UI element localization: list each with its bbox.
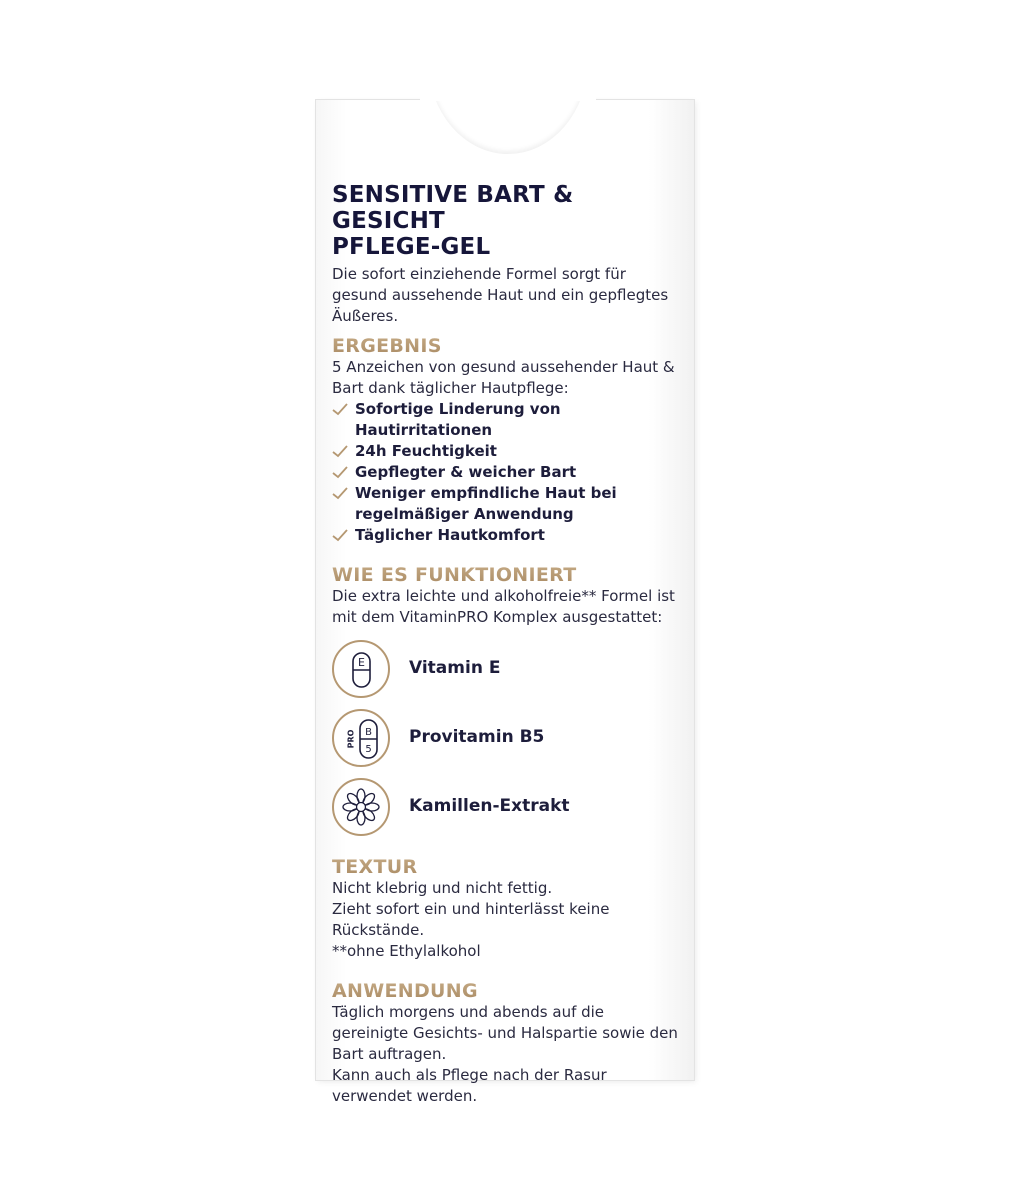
- chamomile-flower-icon: [332, 778, 390, 836]
- product-intro: Die sofort einziehende Formel sorgt für gesund aussehende Haut und ein gepflegtes Äußeres.: [332, 265, 669, 325]
- ingredient-vitamin-e: [332, 640, 682, 708]
- ingredients-list: [332, 640, 682, 846]
- anwendung-heading: ANWENDUNG: [332, 980, 682, 1002]
- funktion-heading: WIE ES FUNKTIONIERT: [332, 564, 682, 586]
- benefit-label: Täglicher Hautkomfort: [355, 526, 545, 544]
- provitamin-b5-capsule-icon: [332, 709, 390, 767]
- list-item: [332, 483, 682, 525]
- ergebnis-text: 5 Anzeichen von gesund aussehender Haut & Bart dank täglicher Hautpflege:: [332, 358, 675, 397]
- svg-text:5: 5: [365, 744, 372, 755]
- check-icon: [332, 403, 348, 416]
- list-item: [332, 399, 682, 441]
- anwendung-text: Täglich morgens und abends auf die gereinigte Gesichts- und Halspartie sowie den Bart auftragen. Kann auch als Pflege nach der Rasur verwendet werden.: [332, 1003, 678, 1105]
- vitamin-e-capsule-icon: [332, 640, 390, 698]
- ingredient-label: Provitamin B5: [409, 727, 545, 747]
- list-item: [332, 462, 682, 483]
- list-item: [332, 525, 682, 546]
- textur-heading: TEXTUR: [332, 856, 682, 878]
- notch-cover: [420, 60, 596, 101]
- ingredient-label: Kamillen-Extrakt: [409, 796, 570, 816]
- benefit-label: Weniger empfindliche Haut bei regelmäßiger Anwendung: [355, 484, 617, 523]
- ingredient-kamillen: [332, 778, 682, 846]
- benefit-label: 24h Feuchtigkeit: [355, 442, 497, 460]
- svg-text:E: E: [358, 656, 365, 669]
- benefit-label: Gepflegter & weicher Bart: [355, 463, 577, 481]
- ergebnis-heading: ERGEBNIS: [332, 335, 682, 357]
- product-title: SENSITIVE BART & GESICHT PFLEGE-GEL: [332, 182, 574, 260]
- textur-text: Nicht klebrig und nicht fettig. Zieht sofort ein und hinterlässt keine Rückstände. **ohne Ethylalkohol: [332, 879, 610, 960]
- check-icon: [332, 487, 348, 500]
- svg-text:PRO: PRO: [346, 729, 356, 749]
- ingredient-label: Vitamin E: [409, 658, 501, 678]
- product-info: [332, 182, 682, 1107]
- ingredient-provitamin-b5: [332, 709, 682, 777]
- list-item: [332, 441, 682, 462]
- check-icon: [332, 445, 348, 458]
- svg-text:B: B: [365, 727, 372, 738]
- check-icon: [332, 466, 348, 479]
- benefit-label: Sofortige Linderung von Hautirritationen: [355, 400, 561, 439]
- funktion-text: Die extra leichte und alkoholfreie** Formel ist mit dem VitaminPRO Komplex ausgestattet:: [332, 587, 675, 626]
- benefits-list: [332, 399, 682, 546]
- check-icon: [332, 529, 348, 542]
